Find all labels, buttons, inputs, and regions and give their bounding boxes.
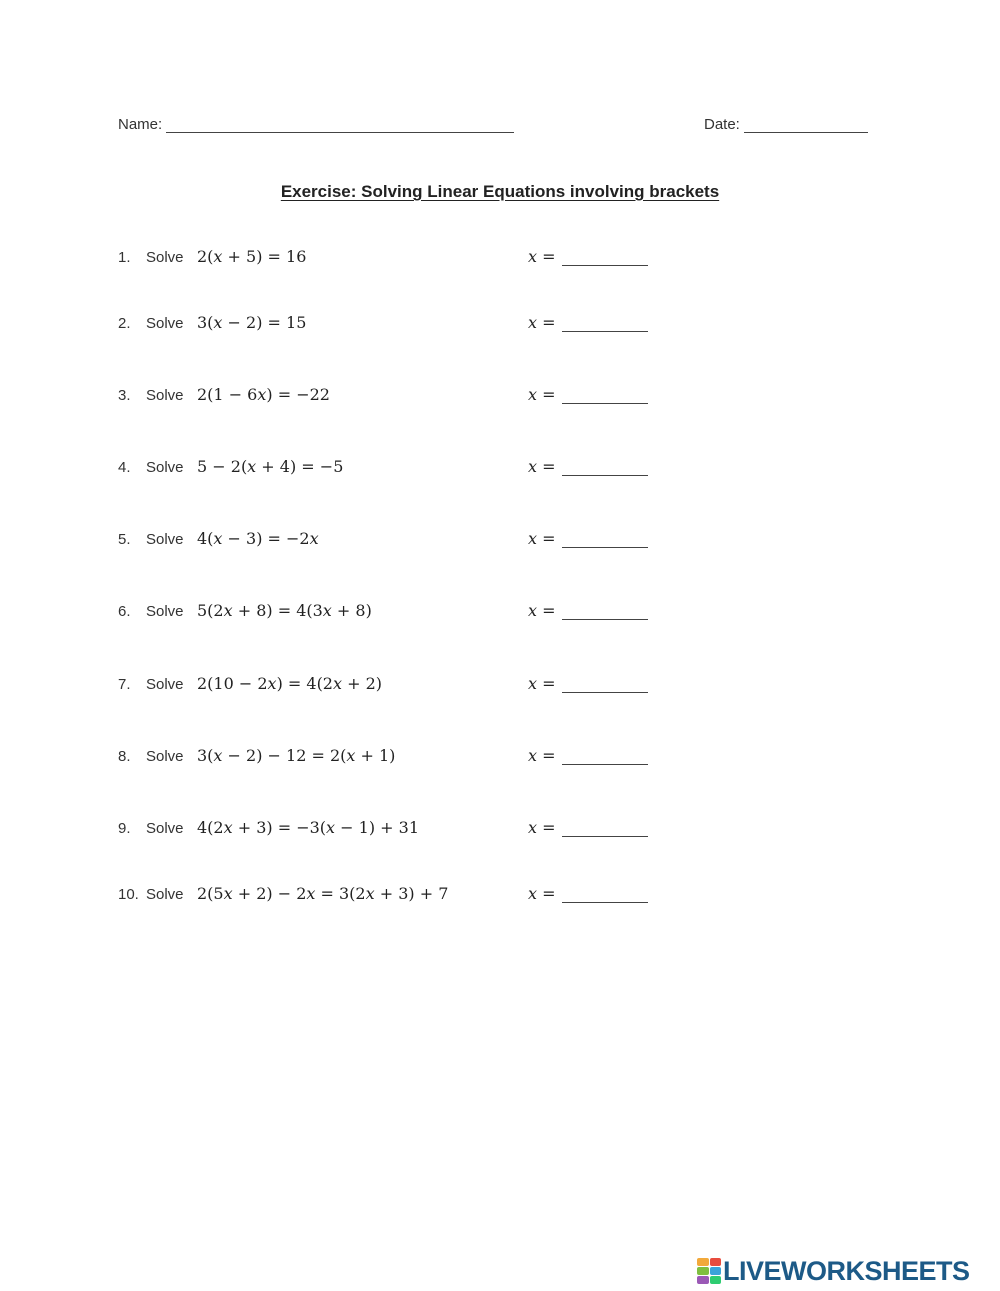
question-row [118,385,678,411]
question-number: 6. [118,603,131,620]
answer-field[interactable] [528,884,648,903]
answer-blank-line[interactable] [562,387,648,404]
question-row [118,674,678,700]
question-number: 10. [118,886,139,903]
worksheet-header [118,116,878,140]
question-equation: 2(5𝑥 + 2) − 2𝑥 = 3(2𝑥 + 3) + 7 [197,884,449,903]
name-blank-line[interactable] [166,116,514,133]
question-instruction: Solve [146,886,184,903]
question-number: 9. [118,820,131,837]
answer-label: 𝑥 = [528,529,556,548]
date-field[interactable] [704,116,868,133]
question-instruction: Solve [146,459,184,476]
question-row [118,746,678,772]
answer-label: 𝑥 = [528,385,556,404]
logo-tile [710,1258,722,1266]
answer-field[interactable] [528,247,648,266]
answer-field[interactable] [528,385,648,404]
answer-blank-line[interactable] [562,676,648,693]
question-equation: 2(𝑥 + 5) = 16 [197,247,307,266]
question-row [118,601,678,627]
answer-label: 𝑥 = [528,746,556,765]
logo-tile [710,1267,722,1275]
answer-field[interactable] [528,818,648,837]
question-row [118,884,678,910]
answer-label: 𝑥 = [528,884,556,903]
logo-tile [697,1267,709,1275]
answer-label: 𝑥 = [528,601,556,620]
answer-label: 𝑥 = [528,457,556,476]
question-number: 1. [118,249,131,266]
question-instruction: Solve [146,603,184,620]
question-equation: 2(1 − 6𝑥) = −22 [197,385,330,404]
question-number: 7. [118,676,131,693]
question-instruction: Solve [146,387,184,404]
answer-label: 𝑥 = [528,313,556,332]
question-equation: 4(𝑥 − 3) = −2𝑥 [197,529,319,548]
question-equation: 5 − 2(𝑥 + 4) = −5 [197,457,344,476]
answer-blank-line[interactable] [562,249,648,266]
logo-tile [697,1276,709,1284]
answer-blank-line[interactable] [562,748,648,765]
question-number: 2. [118,315,131,332]
answer-label: 𝑥 = [528,247,556,266]
question-instruction: Solve [146,820,184,837]
answer-blank-line[interactable] [562,459,648,476]
question-number: 5. [118,531,131,548]
worksheet-title-text: Exercise: Solving Linear Equations involving brackets [280,182,720,201]
answer-field[interactable] [528,746,648,765]
question-instruction: Solve [146,748,184,765]
logo-tile [710,1276,722,1284]
answer-blank-line[interactable] [562,315,648,332]
question-number: 3. [118,387,131,404]
date-label: Date: [704,116,740,133]
question-number: 8. [118,748,131,765]
answer-field[interactable] [528,601,648,620]
answer-blank-line[interactable] [562,603,648,620]
liveworksheets-logo [697,1256,970,1286]
question-instruction: Solve [146,531,184,548]
name-label: Name: [118,116,163,133]
question-row [118,529,678,555]
question-equation: 3(𝑥 − 2) = 15 [197,313,307,332]
question-number: 4. [118,459,131,476]
answer-label: 𝑥 = [528,818,556,837]
question-row [118,457,678,483]
answer-field[interactable] [528,457,648,476]
answer-field[interactable] [528,674,648,693]
name-field[interactable] [118,116,514,133]
logo-tile [697,1258,709,1266]
logo-text: LIVEWORKSHEETS [723,1256,970,1286]
date-blank-line[interactable] [744,116,868,133]
question-equation: 2(10 − 2𝑥) = 4(2𝑥 + 2) [197,674,383,693]
answer-field[interactable] [528,529,648,548]
question-row [118,313,678,339]
question-equation: 4(2𝑥 + 3) = −3(𝑥 − 1) + 31 [197,818,419,837]
question-instruction: Solve [146,676,184,693]
answer-blank-line[interactable] [562,820,648,837]
answer-blank-line[interactable] [562,531,648,548]
question-instruction: Solve [146,315,184,332]
question-equation: 5(2𝑥 + 8) = 4(3𝑥 + 8) [197,601,372,620]
worksheet-title [0,182,1000,202]
answer-field[interactable] [528,313,648,332]
answer-label: 𝑥 = [528,674,556,693]
answer-blank-line[interactable] [562,886,648,903]
question-instruction: Solve [146,249,184,266]
question-row [118,818,678,844]
logo-tiles-icon [697,1258,721,1284]
question-row [118,247,678,273]
question-equation: 3(𝑥 − 2) − 12 = 2(𝑥 + 1) [197,746,396,765]
